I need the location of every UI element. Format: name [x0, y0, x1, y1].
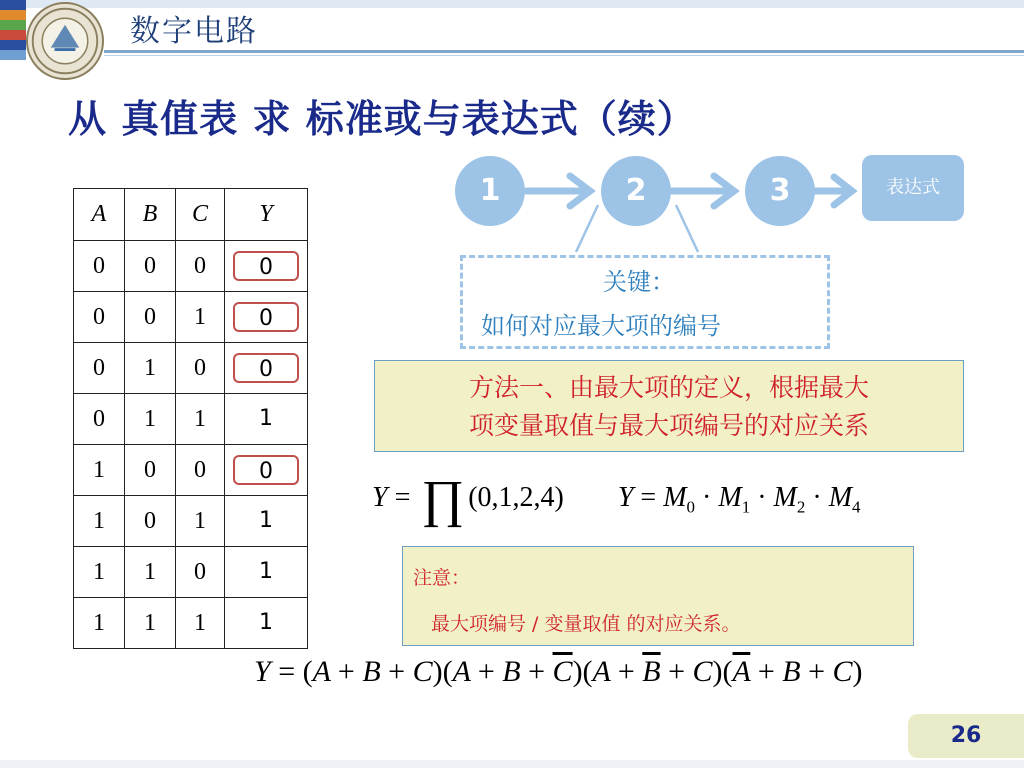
output-value: 1: [259, 406, 273, 431]
output-value: 1: [259, 610, 273, 635]
cell-a: 0: [74, 292, 125, 343]
course-title: 数字电路: [130, 14, 258, 49]
cell-a: 0: [74, 394, 125, 445]
header-a: A: [74, 189, 125, 241]
formula-product-notation: Y = ∏ (0,1,2,4): [372, 471, 564, 528]
cell-b: 1: [125, 343, 176, 394]
cell-c: 0: [176, 241, 225, 292]
cell-c: 0: [176, 343, 225, 394]
expression-box: 表达式: [862, 155, 964, 221]
page-number: 26: [908, 714, 1024, 758]
formula-maxterm-product: $Y = M_0 \cdot M_1 \cdot M_2 \cdot M_4$: [617, 482, 861, 517]
maxterm-highlight: 0: [233, 353, 299, 383]
note-label: 注意：: [413, 567, 471, 589]
note-text: 最大项编号 / 变量取值 的对应关系。: [431, 613, 741, 635]
slide-title: 从 真值表 求 标准或与表达式（续）: [68, 97, 696, 141]
cell-b: 1: [125, 394, 176, 445]
cell-c: 0: [176, 445, 225, 496]
bottom-bar: [0, 760, 1024, 768]
note-box: [402, 546, 914, 646]
expanded-formula: $Y = (A + B + C)(A + B + \overline{C})(A + \overline{B} + C)(\overline{A} + B + C)$: [254, 655, 863, 688]
cell-b: 1: [125, 547, 176, 598]
step-3-circle: 3: [745, 156, 815, 226]
header-c: C: [176, 189, 225, 241]
cell-a: 0: [74, 343, 125, 394]
output-value: 1: [259, 508, 273, 533]
step-2-circle: 2: [601, 156, 671, 226]
cell-b: 0: [125, 496, 176, 547]
maxterm-highlight: 0: [233, 455, 299, 485]
header-b: B: [125, 189, 176, 241]
output-value: 1: [259, 559, 273, 584]
cell-c: 1: [176, 598, 225, 649]
method-box: [374, 360, 964, 452]
cell-c: 1: [176, 496, 225, 547]
key-label: 关键：: [603, 268, 675, 296]
maxterm-highlight: 0: [233, 251, 299, 281]
step-1-circle: 1: [455, 156, 525, 226]
cell-b: 0: [125, 445, 176, 496]
method-line-2: 项变量取值与最大项编号的对应关系: [468, 411, 869, 440]
header-y: Y: [225, 189, 308, 241]
cell-a: 1: [74, 547, 125, 598]
maxterm-highlight: 0: [233, 302, 299, 332]
cell-b: 0: [125, 241, 176, 292]
method-line-1: 方法一、由最大项的定义，根据最大: [468, 373, 869, 402]
cell-b: 1: [125, 598, 176, 649]
cell-b: 0: [125, 292, 176, 343]
cell-c: 0: [176, 547, 225, 598]
cell-a: 0: [74, 241, 125, 292]
cell-c: 1: [176, 394, 225, 445]
cell-c: 1: [176, 292, 225, 343]
cell-a: 1: [74, 496, 125, 547]
key-text: 如何对应最大项的编号: [481, 312, 721, 340]
product-formula: [372, 470, 861, 529]
key-callout: [460, 255, 830, 349]
cell-a: 1: [74, 598, 125, 649]
cell-a: 1: [74, 445, 125, 496]
